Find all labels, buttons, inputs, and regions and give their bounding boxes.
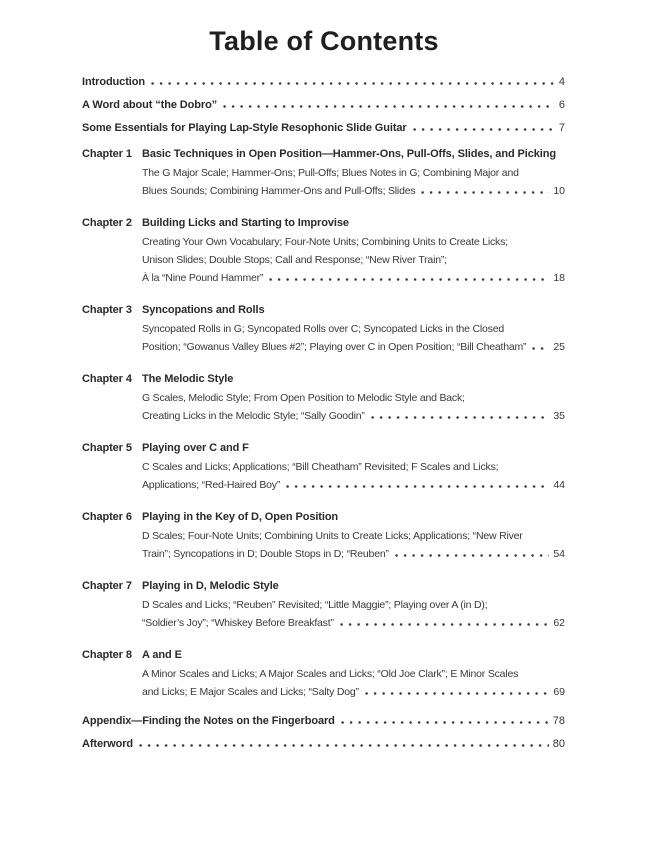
chapter-heading — [82, 370, 565, 389]
toc-entry — [82, 715, 565, 728]
chapter-block — [82, 301, 565, 356]
chapter-description-text: and Licks; E Major Scales and Licks; “Salty Dog” — [142, 686, 359, 698]
chapter-description — [142, 389, 565, 425]
chapter-page-number: 10 — [553, 185, 565, 197]
chapter-description-line: The G Major Scale; Hammer-Ons; Pull-Offs; Blues Notes in G; Combining Major and — [142, 167, 519, 179]
chapter-description-text: Blues Sounds; Combining Hammer-Ons and Pull-Offs; Slides — [142, 185, 416, 197]
chapter-number: Chapter 8 — [82, 649, 132, 661]
dot-leader — [532, 347, 549, 350]
table-of-contents — [82, 76, 565, 761]
dot-leader — [365, 692, 549, 695]
chapter-number: Chapter 7 — [82, 580, 132, 592]
chapter-page-number: 44 — [553, 479, 565, 491]
chapter-description-text: Creating Licks in the Melodic Style; “Sally Goodin” — [142, 410, 365, 422]
chapter-title: A and E — [142, 649, 182, 661]
end-matter-list — [82, 715, 565, 751]
dot-leader — [421, 191, 549, 194]
chapter-number: Chapter 2 — [82, 217, 132, 229]
chapter-heading — [82, 439, 565, 458]
dot-leader — [286, 485, 549, 488]
chapter-description-line: C Scales and Licks; Applications; “Bill Cheatham” Revisited; F Scales and Licks; — [142, 461, 499, 473]
chapter-number: Chapter 3 — [82, 304, 132, 316]
chapter-description-last-line — [142, 614, 565, 632]
chapter-number: Chapter 6 — [82, 511, 132, 523]
chapter-description — [142, 527, 565, 563]
toc-entry-label: Afterword — [82, 738, 134, 750]
chapter-description-last-line — [142, 683, 565, 701]
toc-entry — [82, 122, 565, 135]
chapter-page-number: 25 — [553, 341, 565, 353]
chapter-page-number: 62 — [553, 617, 565, 629]
chapter-description — [142, 233, 565, 287]
chapter-block — [82, 370, 565, 425]
chapter-title: The Melodic Style — [142, 373, 234, 385]
chapter-block — [82, 646, 565, 701]
chapter-description-text: Train”; Syncopations in D; Double Stops in D; “Reuben” — [142, 548, 389, 560]
chapter-description-text: Applications; “Red-Haired Boy” — [142, 479, 281, 491]
chapter-title: Basic Techniques in Open Position—Hammer-Ons, Pull-Offs, Slides, and Picking — [142, 148, 556, 160]
chapter-description-line: Creating Your Own Vocabulary; Four-Note Units; Combining Units to Create Licks; — [142, 236, 508, 248]
chapter-list — [82, 145, 565, 701]
chapter-heading — [82, 508, 565, 527]
dot-leader — [395, 554, 550, 557]
chapter-heading — [82, 145, 565, 164]
chapter-description — [142, 164, 565, 200]
toc-entry-label: Introduction — [82, 76, 145, 88]
chapter-heading — [82, 577, 565, 596]
chapter-number: Chapter 5 — [82, 442, 132, 454]
chapter-heading — [82, 301, 565, 320]
chapter-description-last-line — [142, 338, 565, 356]
chapter-description-line: D Scales; Four-Note Units; Combining Units to Create Licks; Applications; “New River — [142, 530, 523, 542]
chapter-page-number: 54 — [553, 548, 565, 560]
chapter-title: Building Licks and Starting to Improvise — [142, 217, 349, 229]
toc-entry-label: A Word about “the Dobro” — [82, 99, 218, 111]
chapter-title: Syncopations and Rolls — [142, 304, 265, 316]
chapter-description-line: G Scales, Melodic Style; From Open Position to Melodic Style and Back; — [142, 392, 465, 404]
toc-entry-label: Some Essentials for Playing Lap-Style Resophonic Slide Guitar — [82, 122, 407, 134]
chapter-description-line: Unison Slides; Double Stops; Call and Response; “New River Train”; — [142, 254, 447, 266]
chapter-block — [82, 145, 565, 200]
toc-entry — [82, 738, 565, 751]
chapter-description-text: “Soldier’s Joy”; “Whiskey Before Breakfast” — [142, 617, 334, 629]
chapter-description-last-line — [142, 545, 565, 563]
chapter-description-line: D Scales and Licks; “Reuben” Revisited; “Little Maggie”; Playing over A (in D); — [142, 599, 488, 611]
dot-leader — [269, 278, 549, 281]
dot-leader — [341, 721, 549, 724]
front-matter-list — [82, 76, 565, 135]
chapter-block — [82, 577, 565, 632]
chapter-description — [142, 458, 565, 494]
dot-leader — [371, 416, 550, 419]
chapter-heading — [82, 646, 565, 665]
chapter-description-line: A Minor Scales and Licks; A Major Scales and Licks; “Old Joe Clark”; E Minor Scales — [142, 668, 519, 680]
chapter-description — [142, 665, 565, 701]
dot-leader — [223, 105, 555, 108]
chapter-description-line: Syncopated Rolls in G; Syncopated Rolls over C; Syncopated Licks in the Closed — [142, 323, 505, 335]
chapter-page-number: 35 — [553, 410, 565, 422]
chapter-number: Chapter 4 — [82, 373, 132, 385]
chapter-heading — [82, 214, 565, 233]
page-title: Table of Contents — [209, 26, 439, 56]
chapter-description-text: Position; “Gowanus Valley Blues #2”; Playing over C in Open Position; “Bill Cheatham” — [142, 341, 527, 353]
dot-leader — [139, 744, 549, 747]
chapter-title: Playing in the Key of D, Open Position — [142, 511, 339, 523]
dot-leader — [413, 128, 555, 131]
chapter-title: Playing in D, Melodic Style — [142, 580, 279, 592]
chapter-block — [82, 439, 565, 494]
chapter-block — [82, 508, 565, 563]
toc-entry — [82, 76, 565, 89]
toc-entry-page: 6 — [558, 99, 565, 111]
chapter-description — [142, 596, 565, 632]
chapter-page-number: 69 — [553, 686, 565, 698]
dot-leader — [340, 623, 550, 626]
chapter-title: Playing over C and F — [142, 442, 249, 454]
toc-entry-page: 7 — [558, 122, 565, 134]
chapter-description-last-line — [142, 269, 565, 287]
chapter-description-text: À la “Nine Pound Hammer” — [142, 272, 264, 284]
toc-entry-label: Appendix—Finding the Notes on the Fingerboard — [82, 715, 335, 727]
chapter-description-last-line — [142, 182, 565, 200]
toc-entry — [82, 99, 565, 112]
chapter-description — [142, 320, 565, 356]
chapter-description-last-line — [142, 476, 565, 494]
toc-entry-page: 78 — [552, 715, 565, 727]
chapter-block — [82, 214, 565, 287]
toc-entry-page: 4 — [558, 76, 565, 88]
chapter-description-last-line — [142, 407, 565, 425]
toc-entry-page: 80 — [552, 738, 565, 750]
chapter-number: Chapter 1 — [82, 148, 132, 160]
chapter-page-number: 18 — [553, 272, 565, 284]
dot-leader — [151, 82, 555, 85]
